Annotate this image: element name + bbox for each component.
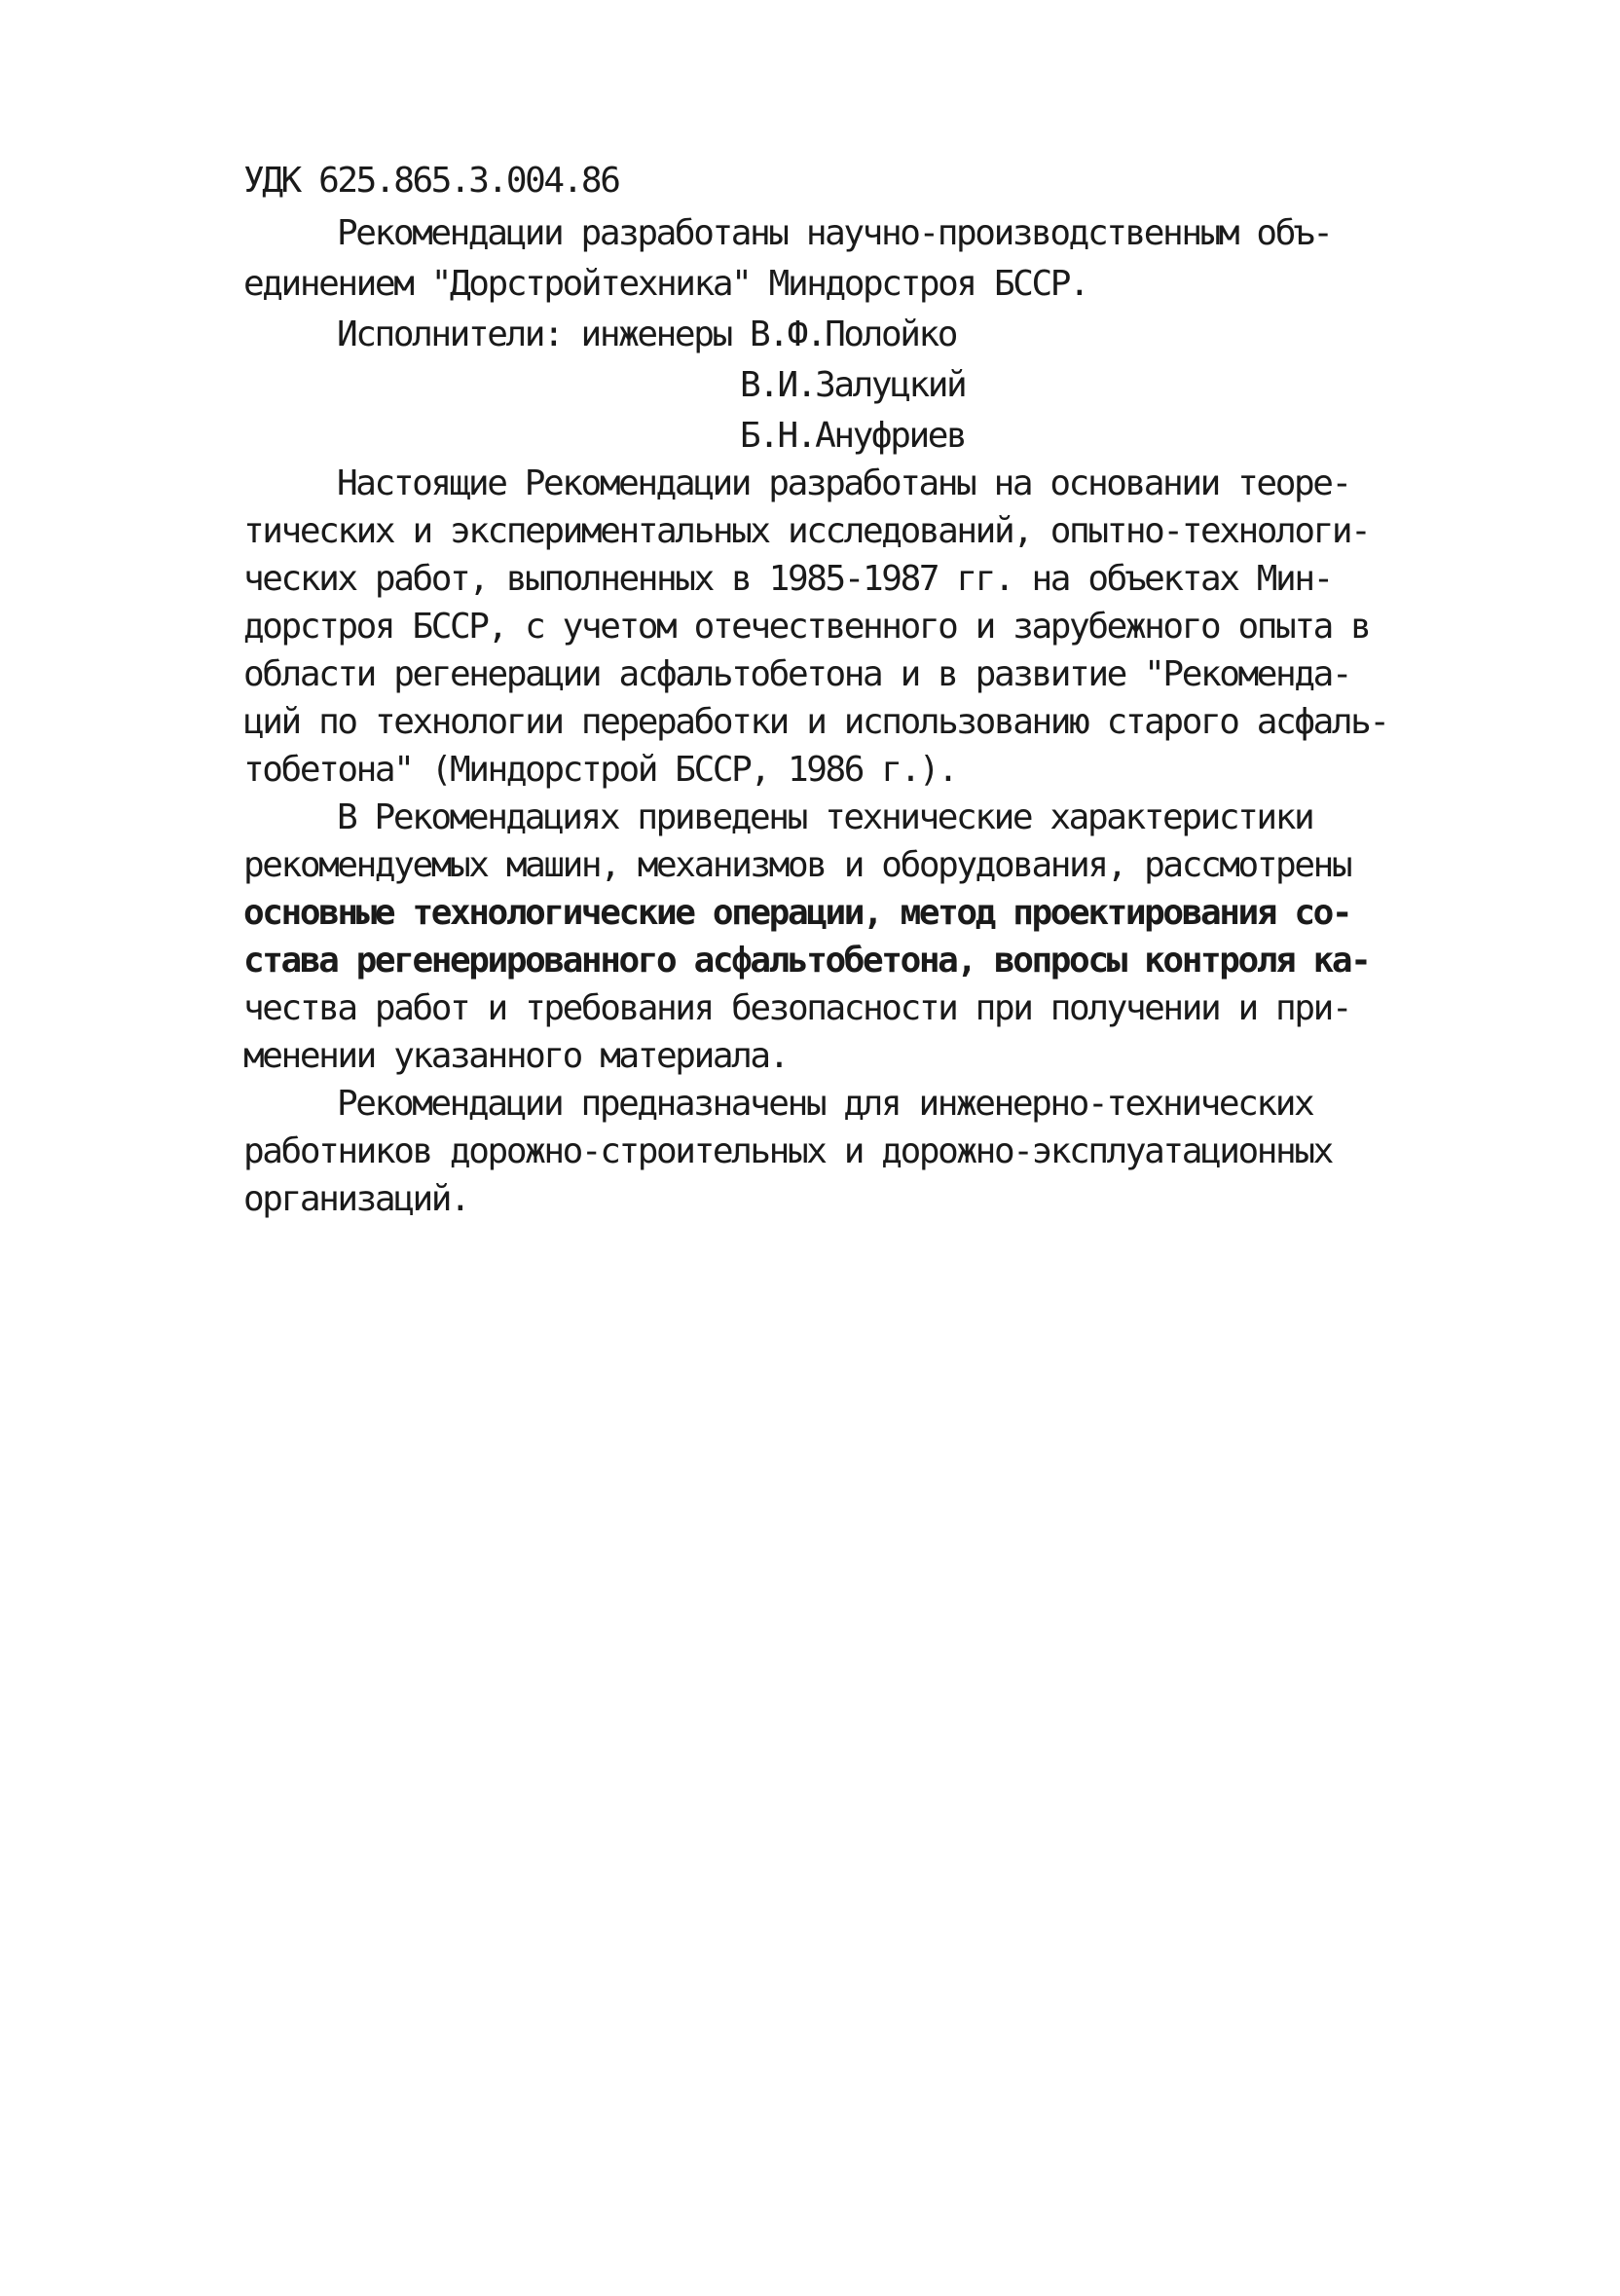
paragraph-1-line-1: Рекомендации разработаны научно-производственным объ- [337, 213, 1332, 253]
paragraph-3-line-5: чества работ и требования безопасности при получении и при- [243, 988, 1351, 1028]
paragraph-1-line-2: единением "Дорстройтехника" Миндорстроя БССР. [243, 264, 1088, 304]
paragraph-2-line-2: тических и экспериментальных исследований, опытно-технологи- [243, 511, 1370, 551]
paragraph-3-line-4: става регенерированного асфальтобетона, вопросы контроля ка- [243, 941, 1370, 981]
author-2: В.И.Залуцкий [740, 365, 966, 405]
paragraph-4-line-3: организаций. [243, 1179, 469, 1219]
paragraph-3-line-2: рекомендуемых машин, механизмов и оборудования, рассмотрены [243, 845, 1351, 885]
paragraph-2-line-4: дорстроя БССР, с учетом отечественного и зарубежного опыта в [243, 607, 1370, 647]
paragraph-2-line-7: тобетона" (Миндорстрой БССР, 1986 г.). [243, 750, 957, 790]
paragraph-2-line-5: области регенерации асфальтобетона и в развитие "Рекоменда- [243, 654, 1351, 694]
paragraph-2-line-3: ческих работ, выполненных в 1985-1987 гг. на объектах Мин- [243, 559, 1332, 599]
paragraph-2-line-1: Настоящие Рекомендации разработаны на основании теоре- [337, 463, 1350, 503]
authors-line: Исполнители: инженеры В.Ф.Полойко [337, 315, 957, 354]
paragraph-4-line-1: Рекомендации предназначены для инженерно-технических [337, 1084, 1313, 1124]
paragraph-3-line-1: В Рекомендациях приведены технические характеристики [337, 797, 1313, 837]
author-3: Б.Н.Ануфриев [740, 416, 966, 456]
paragraph-3-line-6: менении указанного материала. [243, 1036, 788, 1076]
udk-code: УДК 625.865.3.004.86 [243, 161, 619, 201]
paragraph-3-line-3: основные технологические операции, метод проектирования со- [243, 893, 1351, 933]
paragraph-2-line-6: ций по технологии переработки и использованию старого асфаль- [243, 702, 1388, 742]
paragraph-4-line-2: работников дорожно-строительных и дорожно-эксплуатационных [243, 1131, 1332, 1171]
